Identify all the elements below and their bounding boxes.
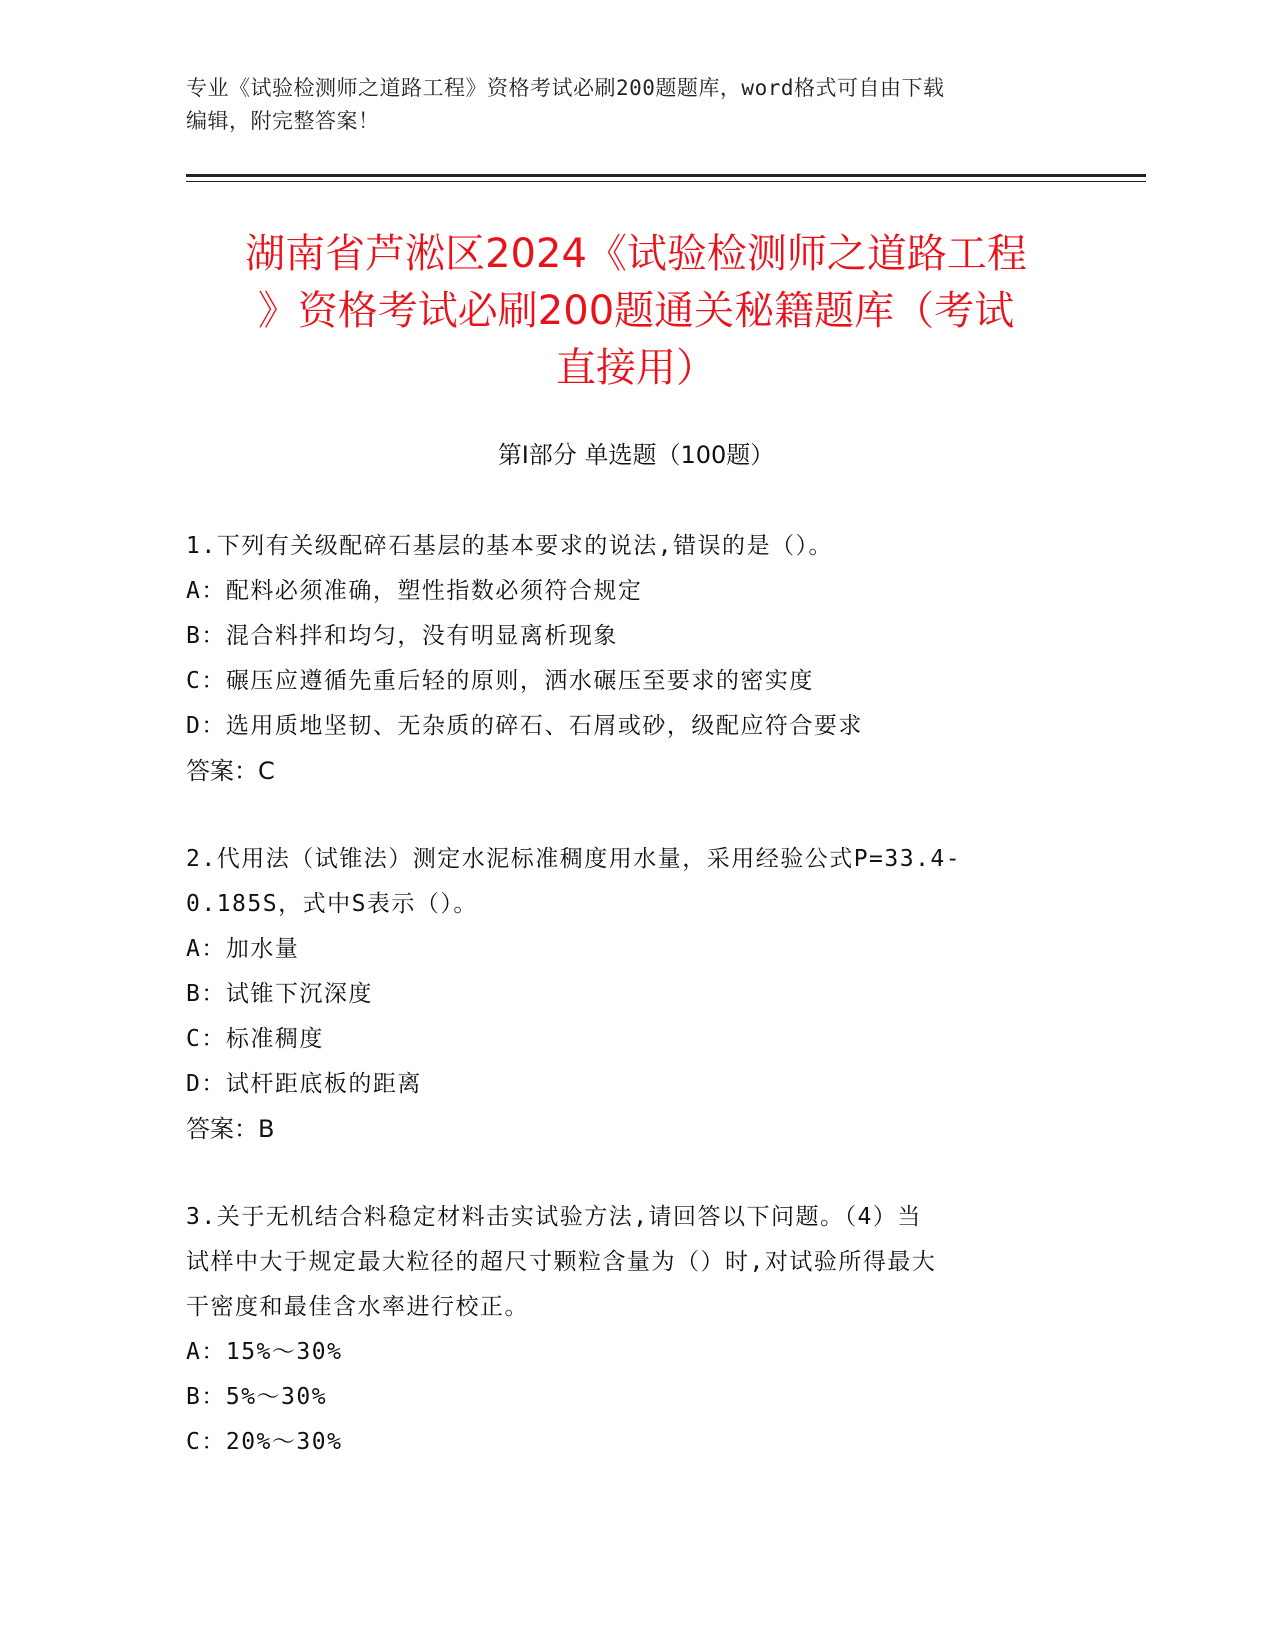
question-stem-line: 试样中大于规定最大粒径的超尺寸颗粒含量为（）时,对试验所得最大 bbox=[186, 1249, 937, 1275]
question-option-b: B：混合料拌和均匀，没有明显离析现象 bbox=[186, 623, 618, 649]
question-stem-line: 2.代用法（试锥法）测定水泥标准稠度用水量，采用经验公式P=33.4- bbox=[186, 846, 962, 872]
question-option-d: D：试杆距底板的距离 bbox=[186, 1071, 422, 1097]
question-stem-line: 0.185S，式中S表示（）。 bbox=[186, 891, 478, 917]
section-title: 第Ⅰ部分 单选题（100题） bbox=[497, 441, 775, 469]
question-option-c: C：20%～30% bbox=[186, 1429, 343, 1455]
header-note-line-2: 编辑，附完整答案！ bbox=[186, 109, 380, 133]
question-option-b: B：试锥下沉深度 bbox=[186, 981, 373, 1007]
question-list bbox=[186, 524, 1076, 1508]
header-note bbox=[186, 72, 1086, 138]
header-divider-thick bbox=[186, 174, 1146, 177]
question-option-c: C：标准稠度 bbox=[186, 1026, 324, 1052]
question-option-c: C：碾压应遵循先重后轻的原则，洒水碾压至要求的密实度 bbox=[186, 668, 814, 694]
document-title-line-2: 》资格考试必刷200题通关秘籍题库（考试 bbox=[257, 288, 1015, 334]
question-option-a: A：15%～30% bbox=[186, 1339, 343, 1365]
document-title-line-1: 湖南省芦淞区2024《试验检测师之道路工程 bbox=[245, 231, 1027, 277]
question-option-d: D：选用质地坚韧、无杂质的碎石、石屑或砂，级配应符合要求 bbox=[186, 713, 863, 739]
question-item bbox=[186, 524, 1076, 794]
document-title bbox=[186, 226, 1086, 397]
question-option-a: A：加水量 bbox=[186, 936, 300, 962]
header-divider-thin bbox=[186, 181, 1146, 182]
question-stem-line: 干密度和最佳含水率进行校正。 bbox=[186, 1294, 529, 1320]
question-stem-line: 1.下列有关级配碎石基层的基本要求的说法,错误的是（）。 bbox=[186, 533, 834, 559]
question-answer: 答案：C bbox=[186, 757, 275, 785]
document-title-line-3: 直接用） bbox=[556, 345, 716, 391]
question-item bbox=[186, 837, 1076, 1152]
question-answer: 答案：B bbox=[186, 1115, 275, 1143]
question-item bbox=[186, 1195, 1076, 1465]
question-option-a: A：配料必须准确，塑性指数必须符合规定 bbox=[186, 578, 643, 604]
header-note-line-1: 专业《试验检测师之道路工程》资格考试必刷200题题库，word格式可自由下载 bbox=[186, 76, 945, 100]
question-stem-line: 3.关于无机结合料稳定材料击实试验方法,请回答以下问题。（4）当 bbox=[186, 1204, 922, 1230]
question-option-b: B：5%～30% bbox=[186, 1384, 328, 1410]
